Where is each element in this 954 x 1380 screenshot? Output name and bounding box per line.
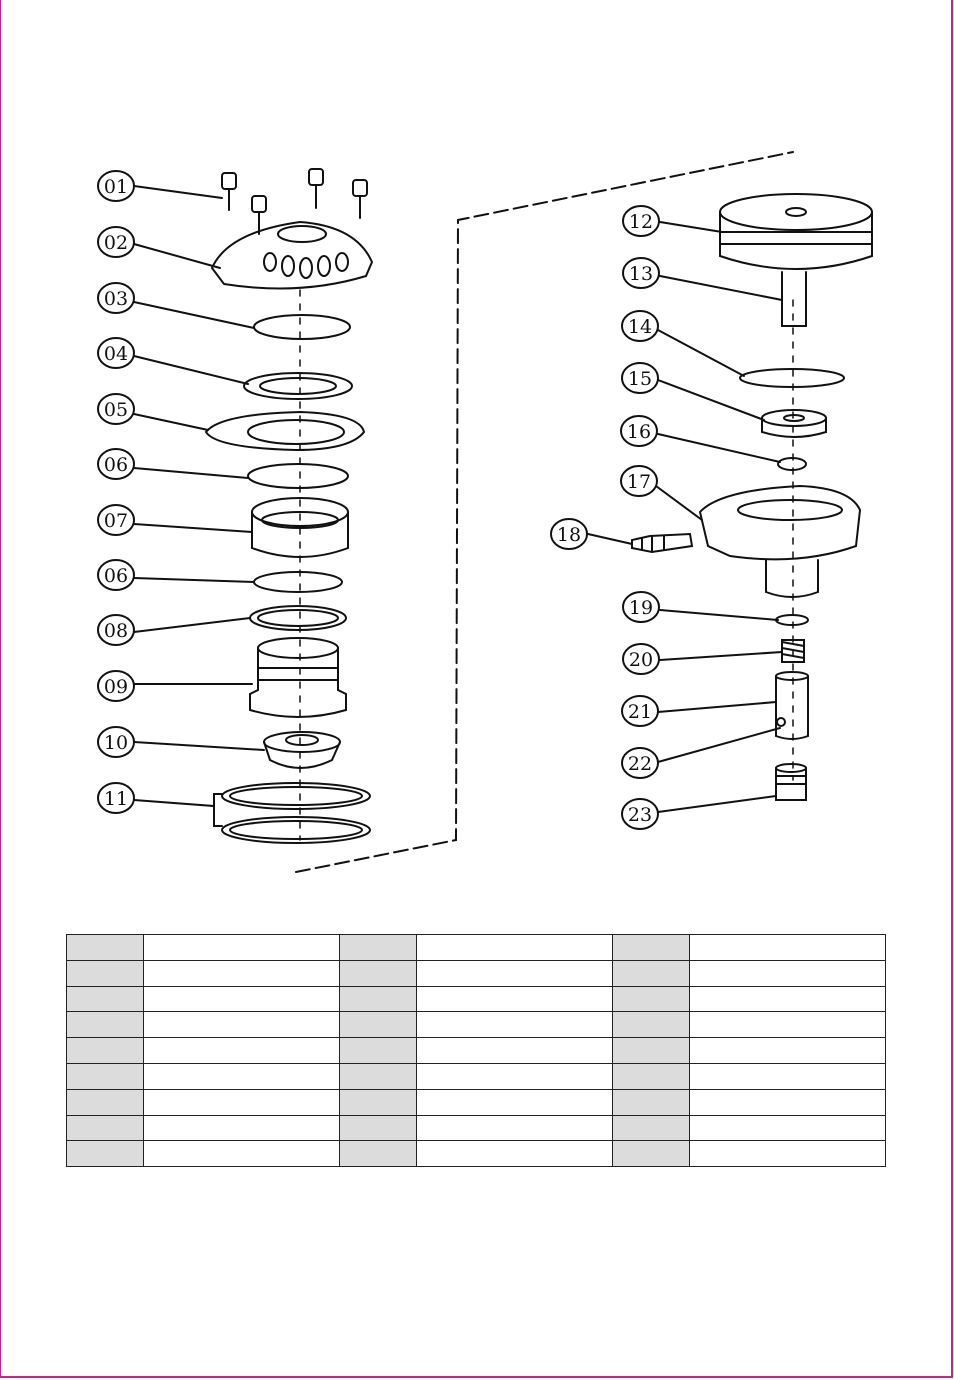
svg-text:07: 07 xyxy=(103,510,129,532)
table-cell-number xyxy=(340,960,417,986)
table-cell-number xyxy=(613,1141,690,1167)
part-label-18 xyxy=(551,519,587,549)
svg-text:01: 01 xyxy=(103,176,129,198)
part-03-ring xyxy=(254,315,350,339)
table-cell-number xyxy=(67,986,144,1012)
table-cell-description xyxy=(144,1115,340,1141)
svg-text:19: 19 xyxy=(628,597,654,619)
part-label-03 xyxy=(98,283,134,313)
part-17-housing xyxy=(700,486,860,597)
part-label-05 xyxy=(98,394,134,424)
part-label-16 xyxy=(621,416,657,446)
table-cell-number xyxy=(67,935,144,961)
table-cell-description xyxy=(417,960,613,986)
table-cell-description xyxy=(690,1115,886,1141)
part-label-06 xyxy=(98,449,134,479)
table-cell-number xyxy=(613,1063,690,1089)
table-cell-description xyxy=(690,1063,886,1089)
part-label-06 xyxy=(98,560,134,590)
parts-table xyxy=(66,934,886,1167)
table-cell-description xyxy=(417,1063,613,1089)
table-cell-number xyxy=(340,1038,417,1064)
table-cell-description xyxy=(417,1115,613,1141)
part-18-fitting xyxy=(632,534,692,552)
part-label-01 xyxy=(98,171,134,201)
table-cell-number xyxy=(340,1012,417,1038)
table-row xyxy=(67,1038,886,1064)
table-cell-description xyxy=(690,935,886,961)
part-06-ring xyxy=(248,464,348,488)
part-11-rings xyxy=(222,783,370,843)
table-cell-description xyxy=(144,960,340,986)
svg-text:02: 02 xyxy=(103,232,129,254)
table-cell-number xyxy=(340,1115,417,1141)
part-08-ring xyxy=(250,606,346,630)
part-label-08 xyxy=(98,615,134,645)
part-15-spacer xyxy=(762,410,826,437)
table-row xyxy=(67,960,886,986)
table-cell-number xyxy=(613,960,690,986)
table-cell-number xyxy=(613,935,690,961)
svg-text:05: 05 xyxy=(103,399,129,421)
svg-text:13: 13 xyxy=(628,263,654,285)
table-cell-description xyxy=(144,1012,340,1038)
part-01-screws xyxy=(222,169,367,234)
svg-text:15: 15 xyxy=(627,368,653,390)
table-cell-description xyxy=(144,986,340,1012)
table-cell-description xyxy=(417,1141,613,1167)
part-21-tube xyxy=(776,672,808,739)
table-cell-number xyxy=(340,1063,417,1089)
svg-text:22: 22 xyxy=(627,753,653,775)
part-12-pulley xyxy=(720,194,872,269)
svg-text:23: 23 xyxy=(627,804,653,826)
svg-text:06: 06 xyxy=(103,454,129,476)
table-cell-number xyxy=(340,1141,417,1167)
part-label-19 xyxy=(623,592,659,622)
part-label-14 xyxy=(622,311,658,341)
table-cell-number xyxy=(340,1089,417,1115)
part-19-washer xyxy=(776,615,808,625)
table-cell-description xyxy=(417,1012,613,1038)
table-cell-description xyxy=(417,1038,613,1064)
svg-text:04: 04 xyxy=(103,343,129,365)
part-label-15 xyxy=(622,363,658,393)
part-label-20 xyxy=(623,644,659,674)
part-label-12 xyxy=(623,206,659,236)
part-label-10 xyxy=(98,727,134,757)
table-cell-number xyxy=(613,1012,690,1038)
table-row xyxy=(67,1141,886,1167)
table-cell-number xyxy=(67,1063,144,1089)
table-cell-description xyxy=(144,1089,340,1115)
part-label-07 xyxy=(98,505,134,535)
svg-text:10: 10 xyxy=(103,732,129,754)
table-cell-number xyxy=(67,1115,144,1141)
part-label-22 xyxy=(622,748,658,778)
table-cell-number xyxy=(340,986,417,1012)
svg-text:12: 12 xyxy=(628,211,654,233)
table-cell-number xyxy=(67,1038,144,1064)
part-13-shaft xyxy=(782,272,806,326)
svg-text:21: 21 xyxy=(627,701,653,723)
part-02-cap xyxy=(212,222,372,289)
part-label-04 xyxy=(98,338,134,368)
table-cell-description xyxy=(144,1038,340,1064)
table-cell-description xyxy=(690,1089,886,1115)
table-row xyxy=(67,1115,886,1141)
part-05-plate xyxy=(206,412,364,450)
svg-text:09: 09 xyxy=(103,676,129,698)
part-label-17 xyxy=(621,466,657,496)
table-cell-description xyxy=(690,1012,886,1038)
table-cell-description xyxy=(144,1141,340,1167)
table-row xyxy=(67,1012,886,1038)
table-cell-number xyxy=(340,935,417,961)
part-label-23 xyxy=(622,799,658,829)
part-06-ring-lower xyxy=(254,572,342,592)
table-cell-number xyxy=(67,960,144,986)
table-cell-description xyxy=(417,1089,613,1115)
part-14-ring xyxy=(740,369,844,387)
table-cell-number xyxy=(613,1038,690,1064)
part-23-nozzle xyxy=(776,764,806,800)
table-cell-number xyxy=(67,1012,144,1038)
part-label-02 xyxy=(98,227,134,257)
table-row xyxy=(67,986,886,1012)
table-cell-description xyxy=(417,986,613,1012)
table-cell-description xyxy=(690,1038,886,1064)
part-16-washer xyxy=(778,458,806,470)
svg-text:03: 03 xyxy=(103,288,129,310)
svg-text:16: 16 xyxy=(626,421,652,443)
part-10-bearing xyxy=(264,732,340,768)
table-cell-description xyxy=(690,986,886,1012)
part-label-21 xyxy=(622,696,658,726)
part-20-spring xyxy=(782,640,804,662)
table-row xyxy=(67,1089,886,1115)
part-label-09 xyxy=(98,671,134,701)
table-cell-number xyxy=(613,1115,690,1141)
table-cell-description xyxy=(690,960,886,986)
table-cell-description xyxy=(690,1141,886,1167)
table-cell-number xyxy=(613,1089,690,1115)
svg-text:06: 06 xyxy=(103,565,129,587)
svg-text:08: 08 xyxy=(103,620,129,642)
table-cell-number xyxy=(67,1141,144,1167)
table-cell-description xyxy=(144,935,340,961)
part-04-washer xyxy=(244,373,352,399)
part-label-11 xyxy=(98,783,134,813)
table-cell-number xyxy=(67,1089,144,1115)
table-row xyxy=(67,1063,886,1089)
svg-text:17: 17 xyxy=(626,471,652,493)
table-cell-number xyxy=(613,986,690,1012)
table-row xyxy=(67,935,886,961)
part-label-13 xyxy=(623,258,659,288)
svg-text:11: 11 xyxy=(103,788,129,810)
table-cell-description xyxy=(417,935,613,961)
table-cell-description xyxy=(144,1063,340,1089)
svg-text:20: 20 xyxy=(628,649,654,671)
svg-text:14: 14 xyxy=(627,316,653,338)
svg-text:18: 18 xyxy=(556,524,582,546)
part-09-body xyxy=(250,638,346,717)
